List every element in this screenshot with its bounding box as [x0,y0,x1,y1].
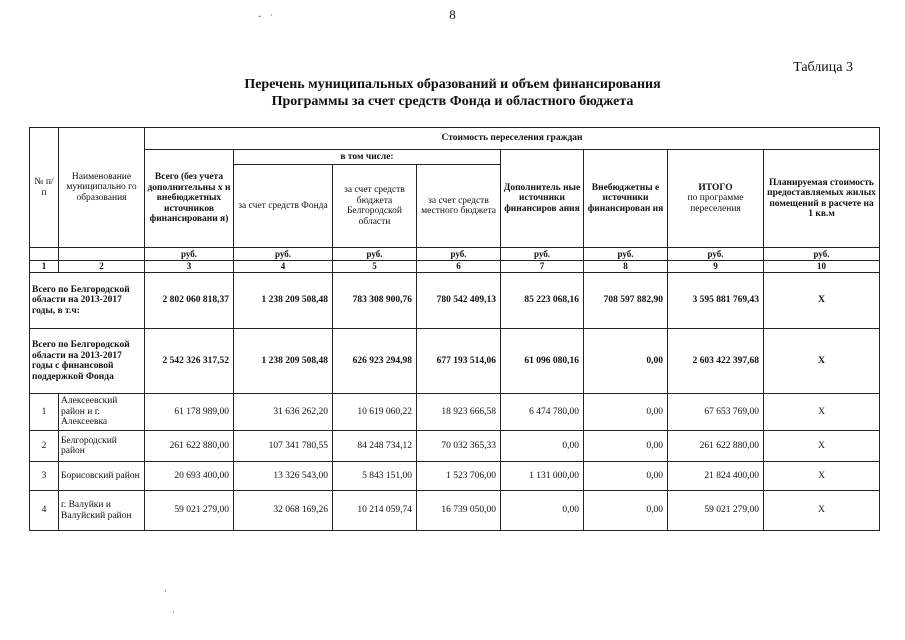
col-index: 3 [145,261,234,273]
local-value: 1 523 706,00 [417,462,501,491]
unit-cell-empty [30,248,59,261]
row-num: 2 [30,431,59,462]
municipality-name: Алексеевский район и г. Алексеевка [59,394,145,431]
unit-cell: руб. [584,248,668,261]
total-value: 61 178 989,00 [145,394,234,431]
header-regional: за счет средств бюджета Белгородской области [333,165,417,248]
col-index: 4 [234,261,333,273]
fund-value: 32 068 169,26 [234,491,333,531]
title-line-2: Программы за счет средств Фонда и областного бюджета [271,94,634,109]
total-name: Всего по Белгородской области на 2013-2017 годы с финансовой поддержкой Фонда [30,329,145,394]
municipality-name: Белгородский район [59,431,145,462]
header-itogo [668,150,764,248]
total-value: 20 693 400,00 [145,462,234,491]
offbudget-value: 0,00 [584,491,668,531]
regional-value: 5 843 151,00 [333,462,417,491]
regional-value: 10 214 059,74 [333,491,417,531]
col-index: 1 [30,261,59,273]
additional-value: 0,00 [501,491,584,531]
row-num: 4 [30,491,59,531]
unit-cell: руб. [668,248,764,261]
itogo-value: 2 603 422 397,68 [668,329,764,394]
itogo-value: 3 595 881 769,43 [668,273,764,329]
unit-cell-empty [59,248,145,261]
col-index: 10 [764,261,880,273]
offbudget-value: 0,00 [584,394,668,431]
planned-value: Х [764,462,880,491]
fund-value: 13 326 543,00 [234,462,333,491]
local-value: 16 739 050,00 [417,491,501,531]
header-cost-group: Стоимость переселения граждан [145,128,880,150]
title-line-1: Перечень муниципальных образований и объем финансирования [244,77,661,92]
offbudget-value: 0,00 [584,462,668,491]
header-itogo-main: ИТОГО [698,182,733,193]
scan-speck: · [164,586,167,596]
col-index: 5 [333,261,417,273]
offbudget-value: 708 597 882,90 [584,273,668,329]
additional-value: 1 131 000,00 [501,462,584,491]
additional-value: 6 474 780,00 [501,394,584,431]
page-number: 8 [449,7,456,22]
municipality-name: г. Валуйки и Валуйский район [59,491,145,531]
offbudget-value: 0,00 [584,431,668,462]
header-total-excl: Всего (без учета дополнительны х и внебюджетных источников финансировани я) [145,150,234,248]
row-num: 1 [30,394,59,431]
local-value: 18 923 666,58 [417,394,501,431]
col-index: 8 [584,261,668,273]
unit-cell: руб. [501,248,584,261]
additional-value: 61 096 080,16 [501,329,584,394]
planned-value: Х [764,491,880,531]
itogo-value: 21 824 400,00 [668,462,764,491]
row-num: 3 [30,462,59,491]
header-row-2 [30,150,880,165]
table-row [30,491,880,531]
itogo-value: 67 653 769,00 [668,394,764,431]
document-title [0,76,905,110]
header-row-1 [30,128,880,150]
table-row [30,462,880,491]
header-incl: в том числе: [234,150,501,165]
planned-value: Х [764,329,880,394]
planned-value: Х [764,431,880,462]
total-row-all [30,273,880,329]
itogo-value: 59 021 279,00 [668,491,764,531]
col-index: 7 [501,261,584,273]
total-value: 59 021 279,00 [145,491,234,531]
table-row [30,394,880,431]
total-row-fund [30,329,880,394]
col-index: 9 [668,261,764,273]
table-label: Таблица 3 [793,60,853,75]
scan-speck: · [270,10,273,20]
table-row [30,431,880,462]
col-index: 6 [417,261,501,273]
unit-cell: руб. [417,248,501,261]
units-row [30,248,880,261]
additional-value: 0,00 [501,431,584,462]
header-planned: Планируемая стоимость предоставляемых жилых помещений в расчете на 1 кв.м [764,150,880,248]
scan-speck: ˇ [258,14,261,24]
local-value: 677 193 514,06 [417,329,501,394]
total-value: 2 542 326 317,52 [145,329,234,394]
planned-value: Х [764,273,880,329]
header-itogo-sub: по программе переселения [687,193,744,214]
fund-value: 107 341 780,55 [234,431,333,462]
unit-cell: руб. [234,248,333,261]
local-value: 780 542 409,13 [417,273,501,329]
fund-value: 1 238 209 508,48 [234,273,333,329]
local-value: 70 032 365,33 [417,431,501,462]
fund-value: 31 636 262,20 [234,394,333,431]
regional-value: 783 308 900,76 [333,273,417,329]
additional-value: 85 223 068,16 [501,273,584,329]
fund-value: 1 238 209 508,48 [234,329,333,394]
unit-cell: руб. [145,248,234,261]
total-value: 2 802 060 818,37 [145,273,234,329]
unit-cell: руб. [333,248,417,261]
municipality-name: Борисовский район [59,462,145,491]
itogo-value: 261 622 880,00 [668,431,764,462]
regional-value: 84 248 734,12 [333,431,417,462]
scan-speck: · [172,607,175,617]
header-offbudget: Внебюджетны е источники финансирован ия [584,150,668,248]
header-num: № п/п [30,128,59,248]
offbudget-value: 0,00 [584,329,668,394]
total-name: Всего по Белгородской области на 2013-2017 годы, в т.ч: [30,273,145,329]
header-additional: Дополнитель ные источники финансиров ания [501,150,584,248]
financing-table [29,127,880,531]
header-name: Наименование муниципально го образования [59,128,145,248]
regional-value: 10 619 060,22 [333,394,417,431]
unit-cell: руб. [764,248,880,261]
col-index: 2 [59,261,145,273]
regional-value: 626 923 294,98 [333,329,417,394]
total-value: 261 622 880,00 [145,431,234,462]
planned-value: Х [764,394,880,431]
header-local: за счет средств местного бюджета [417,165,501,248]
header-fund: за счет средств Фонда [234,165,333,248]
column-index-row [30,261,880,273]
